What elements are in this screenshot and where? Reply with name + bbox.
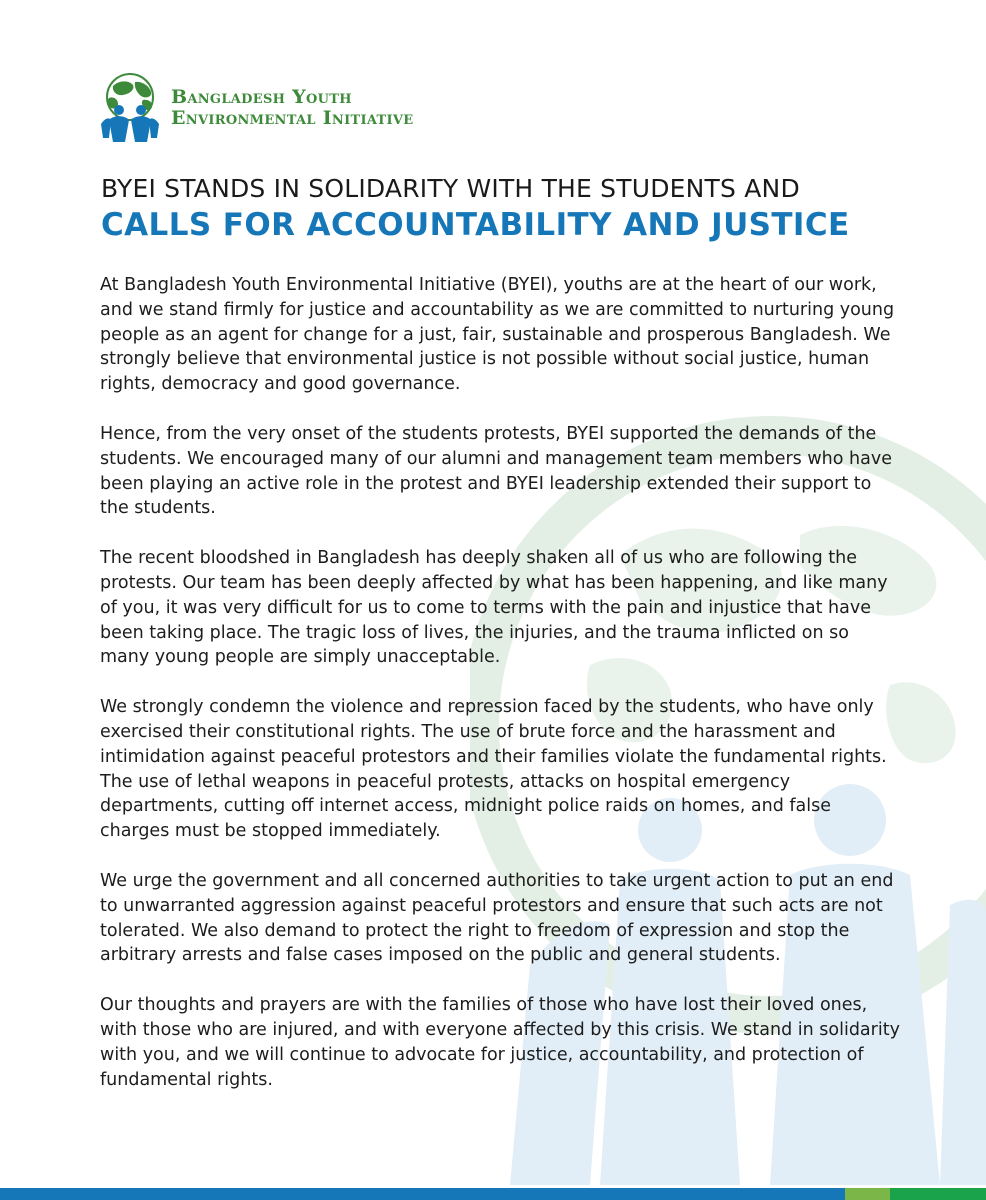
paragraph-intro: At Bangladesh Youth Environmental Initiative (BYEI), youths are at the heart of our work, and we stand firmly for justice and accountability as we are committed to nurturing young people as an agent for change for a just, fair, sustainable and prosperous Bangladesh. We strongly believe that environmental justice is not possible without social justice, human rights, democracy and good governance. xyxy=(100,275,895,395)
paragraph-condemnation: We strongly condemn the violence and repression faced by the students, who have only exercised their constitutional rights. The use of brute force and the harassment and intimidation against peaceful protestors and their families violate the fundamental rights. The use of lethal weapons in peaceful protests, attacks on hospital emergency departments, cutting off internet access, midnight police raids on homes, and false charges must be stopped immediately. xyxy=(100,697,887,842)
footer-color-bar xyxy=(0,1188,986,1200)
paragraph-urge: We urge the government and all concerned authorities to take urgent action to put an end to unwarranted aggression against peaceful protestors and ensure that such acts are not tolerated. We also demand to protect the right to freedom of expression and stop the arbitrary arrests and false cases imposed on the public and general students. xyxy=(100,870,894,966)
paragraph-bloodshed: The recent bloodshed in Bangladesh has deeply shaken all of us who are following the protests. Our team has been deeply affected by what has been happening, and like many of you, it was very difficult for us to come to terms with the pain and injustice that have been taking place. The tragic loss of lives, the injuries, and the trauma inflicted on so many young people are simply unacceptable. xyxy=(100,548,888,668)
paragraph-solidarity: Our thoughts and prayers are with the families of those who have lost their loved ones, with those who are injured, and with everyone affected by this crisis. We stand in solidarity with you, and we will continue to advocate for justice, accountability, and protection of fundamental rights. xyxy=(100,995,900,1090)
headline-line-1: BYEI STANDS IN SOLIDARITY WITH THE STUDENTS AND xyxy=(101,174,800,203)
headline-line-2: CALLS FOR ACCOUNTABILITY AND JUSTICE xyxy=(101,207,850,243)
organization-name-line-1: Bangladesh Youth xyxy=(171,86,352,108)
organization-name-line-2: Environmental Initiative xyxy=(171,107,414,129)
footer-bar-blue xyxy=(0,1188,845,1200)
organization-name xyxy=(171,87,413,129)
paragraph-support: Hence, from the very onset of the students protests, BYEI supported the demands of the students. We encouraged many of our alumni and management team members who have been playing an active role in the protest and BYEI leadership extended their support to the students. xyxy=(100,423,892,519)
organization-logo xyxy=(99,72,413,144)
footer-bar-light-green xyxy=(845,1188,890,1200)
statement-body xyxy=(100,273,900,1117)
statement-headline xyxy=(101,172,850,244)
globe-with-people-logo-icon xyxy=(99,72,161,144)
footer-bar-green xyxy=(890,1188,986,1200)
